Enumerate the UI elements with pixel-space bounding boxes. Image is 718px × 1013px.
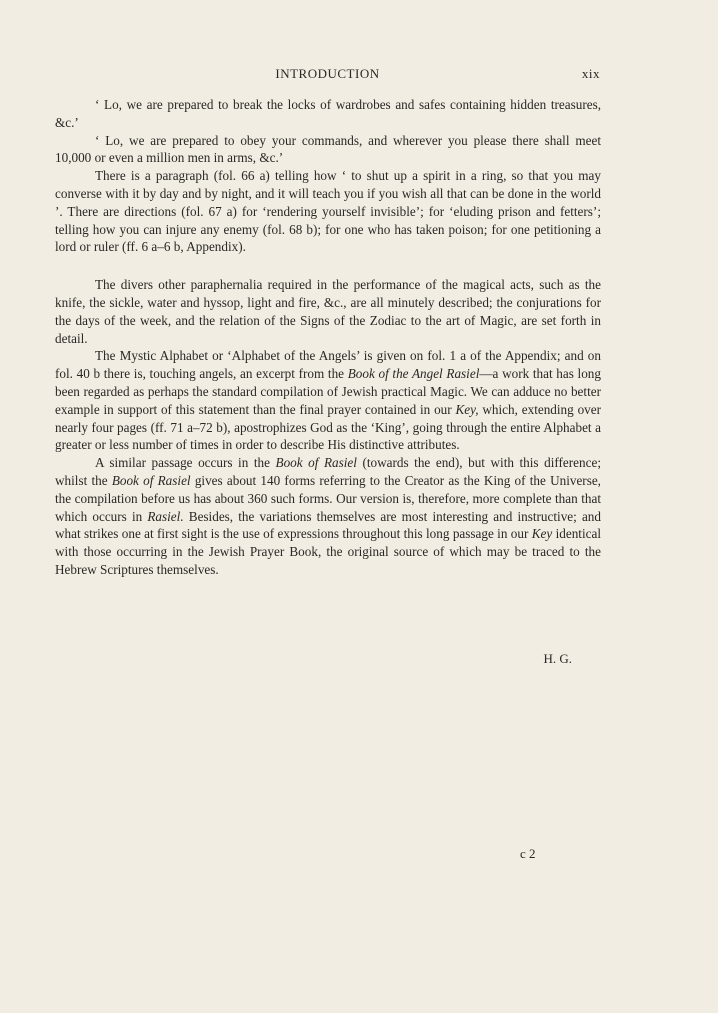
running-title: INTRODUCTION <box>275 66 380 81</box>
text-run: (towards the end), but with this difference; whilst the <box>55 455 601 488</box>
italic-title: Book of Rasiel <box>111 472 191 488</box>
paragraph <box>55 276 601 347</box>
text-run: The divers other paraphernalia required in the performance of the magical acts, such as the knife, the sickle, water and hyssop, light and fire, &c., are all minutely described; the conjurations for the days of the week, and the relation of the Signs of the Zodiac to the art of Magic, are set forth in detail. <box>55 277 601 346</box>
text-run: which, extending over nearly four pages (ff. 71 a–72 b), apostrophizes God as the ‘King’, going through the entire Alphabet a greater or less number of times in order to describe His distinctive attributes. <box>55 401 601 453</box>
italic-title: Key, <box>455 401 479 417</box>
text-run: Besides, the variations themselves are most interesting and instructive; and what strikes one at first sight is the use of expressions throughout this long passage in our <box>55 508 601 542</box>
paragraph <box>55 347 601 454</box>
text-run: ‘ Lo, we are prepared to obey your commands, and wherever you please there shall meet 10,000 or even a million men in arms, &c.’ <box>55 132 601 166</box>
paragraph <box>55 132 601 168</box>
italic-title: Key <box>531 526 553 542</box>
text-run: There is a paragraph (fol. 66 a) telling how ‘ to shut up a spirit in a ring, so that you may converse with it by day and by night, and it will teach you if you wish all that can be done in the world ’. There are directions (fol. 67 a) for ‘rendering yourself invisible’; for ‘eluding prison and fetters’; telling how you can injure any enemy (fol. 68 b); for one who has taken poison; for one petitioning a lord or ruler (ff. 6 a–6 b, Appendix). <box>55 168 601 255</box>
author-initials: H. G. <box>543 651 572 666</box>
text-run: A similar passage occurs in the <box>95 455 276 471</box>
paragraph <box>55 96 601 132</box>
page-number: xix <box>581 66 600 81</box>
running-header <box>55 66 600 84</box>
paragraph <box>55 167 601 256</box>
text-run: identical with those occurring in the Jewish Prayer Book, the original source of which may be traced to the Hebrew Scriptures themselves. <box>55 526 601 577</box>
text-run: ‘ Lo, we are prepared to break the locks of wardrobes and safes containing hidden treasures, &c.’ <box>55 97 601 130</box>
italic-title: Book of the Angel Rasiel <box>347 366 480 382</box>
text-run: —a work that has long been regarded as perhaps the standard compilation of Jewish practical Magic. We can adduce no better example in support of this statement than the final prayer contained in our <box>55 366 601 417</box>
text-run: The Mystic Alphabet or ‘Alphabet of the Angels’ is given on fol. 1 a of the Appendix; and on fol. 40 b there is, touching angels, an excerpt from the <box>55 348 601 382</box>
italic-title: Rasiel. <box>147 508 184 524</box>
signature-mark: c 2 <box>520 846 536 861</box>
italic-title: Book of Rasiel <box>275 455 357 471</box>
body-text <box>55 96 601 579</box>
text-run: gives about 140 forms referring to the Creator as the King of the Universe, the compilation before us has about 360 such forms. Our version is, therefore, more complete than that which occurs in <box>55 472 601 524</box>
paragraph <box>55 454 601 579</box>
